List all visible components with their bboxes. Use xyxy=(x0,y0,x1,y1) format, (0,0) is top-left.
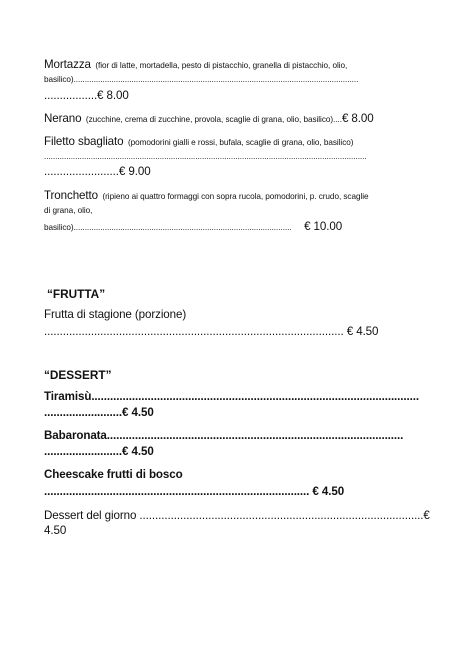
tronchetto-title-line xyxy=(44,187,434,203)
item-description: (ripieno ai quattro formaggi con sopra rucola, pomodorini, p. crudo, scaglie xyxy=(102,192,369,201)
tiramisu-price-line: .........................€ 4.50 xyxy=(44,406,154,419)
dessert-heading: “DESSERT” xyxy=(44,368,112,382)
mortazza-price-line: .................€ 8.00 xyxy=(44,89,129,102)
babaronata-price-line: .........................€ 4.50 xyxy=(44,445,154,458)
nerano-line xyxy=(44,110,434,126)
item-description: basilico).................................................................................................. xyxy=(44,223,292,232)
tronchetto-price-line xyxy=(44,218,434,234)
filetto-price-line: ........................€ 9.00 xyxy=(44,165,151,178)
babaronata-line: Babaronata............................................................................................... xyxy=(44,429,404,442)
tronchetto-desc-line: di grana, olio, xyxy=(44,206,93,215)
item-name: Dessert del giorno ...........................................................................................€ xyxy=(44,509,430,522)
filetto-dots-line: ................................................................................................................................................. xyxy=(44,152,367,161)
frutta-price-line: ................................................................................................ € 4.50 xyxy=(44,325,379,338)
frutta-name: Frutta di stagione (porzione) xyxy=(44,308,187,321)
item-name: Nerano xyxy=(44,112,82,125)
item-description: (fior di latte, mortadella, pesto di pistacchio, granella di pistacchio, olio, xyxy=(95,61,348,70)
mortazza-desc-line: basilico)................................................................................................................................ xyxy=(44,75,359,84)
mortazza-title-line xyxy=(44,56,434,72)
tiramisu-line: Tiramisù......................................................................................................... xyxy=(44,390,420,403)
filetto-title-line xyxy=(44,133,434,149)
item-price: € 8.00 xyxy=(341,112,374,125)
cheesecake-price-line: ..................................................................................... € 4.50 xyxy=(44,485,345,498)
item-name: Mortazza xyxy=(44,58,91,71)
item-name: Filetto sbagliato xyxy=(44,135,124,148)
item-price: € 10.00 xyxy=(304,220,343,233)
item-description: (pomodorini gialli e rossi, bufala, scaglie di grana, olio, basilico) xyxy=(127,138,354,147)
dessert-giorno-price: 4.50 xyxy=(44,524,67,537)
cheesecake-name: Cheescake frutti di bosco xyxy=(44,468,183,481)
dessert-giorno-line xyxy=(44,507,434,523)
frutta-heading: “FRUTTA” xyxy=(47,287,106,301)
item-name: Tronchetto xyxy=(44,189,98,202)
item-description: (zucchine, crema di zucchine, provola, scaglie di grana, olio, basilico).... xyxy=(85,115,342,124)
